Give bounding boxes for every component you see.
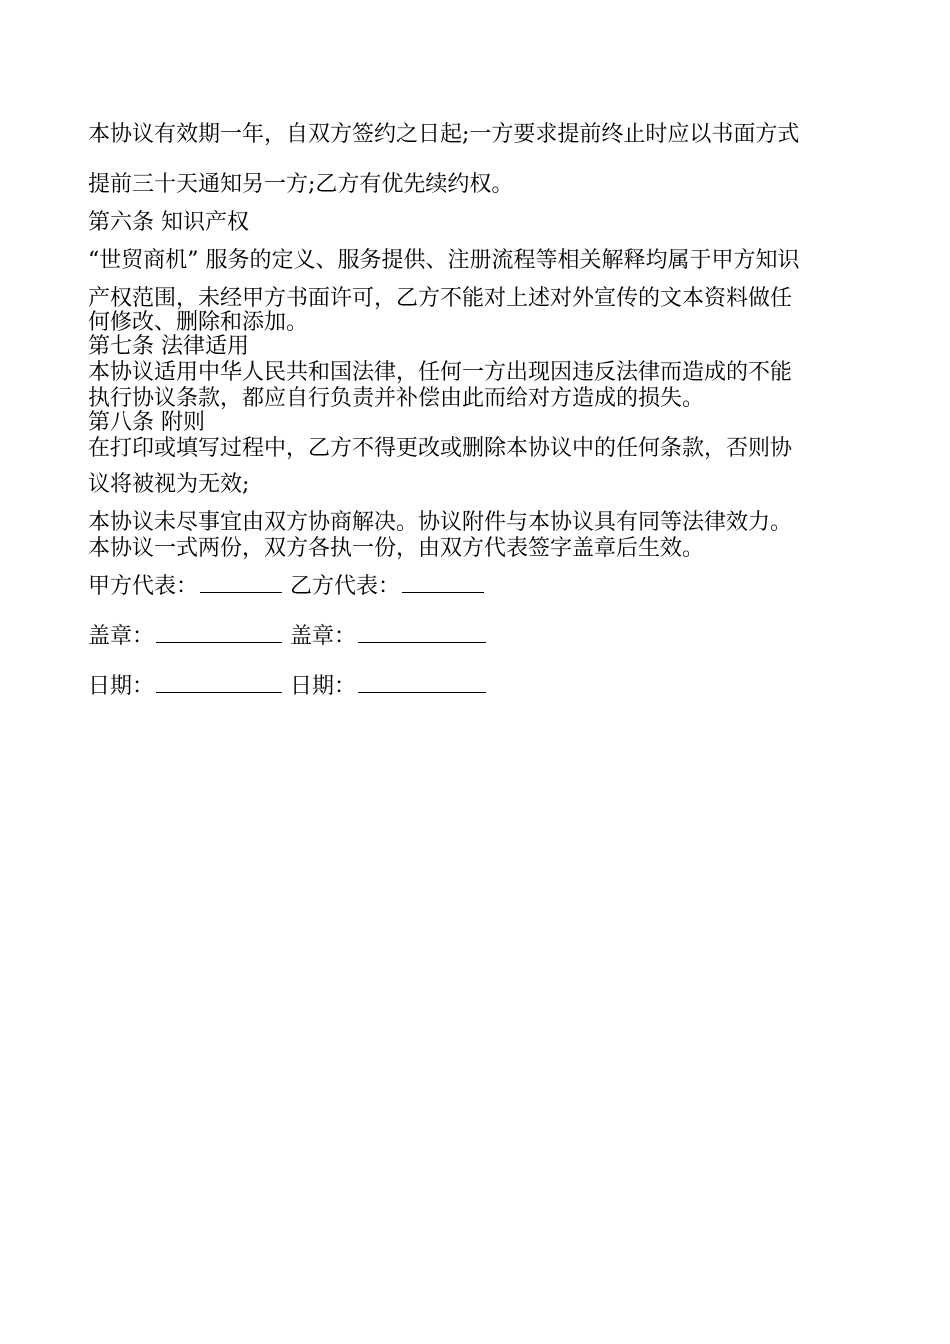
article-8-heading: 第八条 附则 <box>88 410 205 435</box>
party-a-rep-label: 甲方代表： <box>88 574 199 599</box>
article-6-heading: 第六条 知识产权 <box>88 210 249 235</box>
signature-row-seals <box>88 622 486 650</box>
party-a-rep-blank[interactable] <box>200 572 282 593</box>
party-b-rep-blank[interactable] <box>402 572 484 593</box>
seal-b-blank[interactable] <box>358 622 486 643</box>
date-a-blank[interactable] <box>156 672 282 693</box>
article-6-text-line-1: “世贸商机” 服务的定义、服务提供、注册流程等相关解释均属于甲方知识 <box>88 248 800 273</box>
term-text-line-2: 提前三十天通知另一方;乙方有优先续约权。 <box>88 172 514 197</box>
article-7-heading: 第七条 法律适用 <box>88 334 249 359</box>
signature-row-dates <box>88 672 486 700</box>
article-8-text-line-1: 在打印或填写过程中，乙方不得更改或删除本协议中的任何条款，否则协 <box>88 436 793 461</box>
article-7-text-line-1: 本协议适用中华人民共和国法律，任何一方出现因违反法律而造成的不能 <box>88 360 793 385</box>
seal-b-label: 盖章： <box>290 624 357 649</box>
article-7-text-line-2: 执行协议条款，都应自行负责并补偿由此而给对方造成的损失。 <box>88 386 705 411</box>
article-6-text-line-3: 何修改、删除和添加。 <box>88 310 309 335</box>
seal-a-blank[interactable] <box>156 622 282 643</box>
article-6-text-line-2: 产权范围，未经甲方书面许可，乙方不能对上述对外宣传的文本资料做任 <box>88 286 793 311</box>
date-b-label: 日期： <box>290 674 357 699</box>
article-8-text-line-3: 本协议未尽事宜由双方协商解决。协议附件与本协议具有同等法律效力。 <box>88 510 793 535</box>
party-b-rep-label: 乙方代表： <box>290 574 401 599</box>
seal-a-label: 盖章： <box>88 624 155 649</box>
article-8-text-line-4: 本协议一式两份，双方各执一份，由双方代表签字盖章后生效。 <box>88 536 705 561</box>
term-text-line-1: 本协议有效期一年，自双方签约之日起;一方要求提前终止时应以书面方式 <box>88 122 800 147</box>
article-8-text-line-2: 议将被视为无效; <box>88 472 250 497</box>
date-b-blank[interactable] <box>358 672 486 693</box>
signature-row-representatives <box>88 572 484 600</box>
date-a-label: 日期： <box>88 674 155 699</box>
